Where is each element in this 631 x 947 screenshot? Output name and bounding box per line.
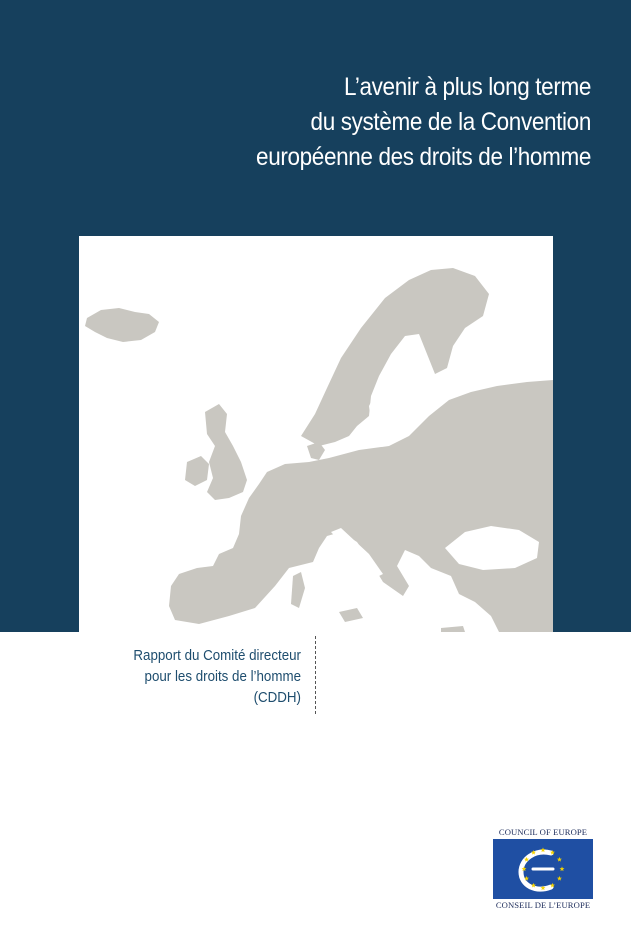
- emblem-star-icon: [557, 876, 562, 881]
- europe-map-panel: [79, 236, 553, 632]
- map-corsica-sardinia: [291, 572, 305, 608]
- title-line-1: L’avenir à plus long terme: [343, 73, 591, 101]
- subtitle-line-1: Rapport du Comité directeur: [133, 648, 301, 664]
- title-line-3: européenne des droits de l’homme: [256, 143, 591, 171]
- emblem-star-icon: [557, 857, 562, 862]
- cover-title: [123, 70, 591, 175]
- title-line-2: du système de la Convention: [310, 108, 591, 136]
- dashed-divider: [315, 636, 316, 714]
- cover-subtitle: [61, 646, 301, 709]
- logo-bottom-text: CONSEIL DE L’EUROPE: [495, 900, 591, 910]
- council-of-europe-emblem-icon: [493, 839, 593, 899]
- map-great-britain: [205, 404, 247, 500]
- subtitle-line-3: (CDDH): [253, 690, 301, 706]
- map-sicily: [339, 608, 363, 622]
- council-of-europe-logo: [493, 827, 593, 911]
- map-ireland: [185, 456, 209, 486]
- map-crete: [441, 626, 465, 632]
- europe-map-icon: [79, 236, 553, 632]
- emblem-star-icon: [560, 866, 565, 871]
- subtitle-line-2: pour les droits de l’homme: [144, 669, 301, 685]
- logo-top-text: COUNCIL OF EUROPE: [498, 827, 588, 837]
- map-iceland: [85, 308, 159, 342]
